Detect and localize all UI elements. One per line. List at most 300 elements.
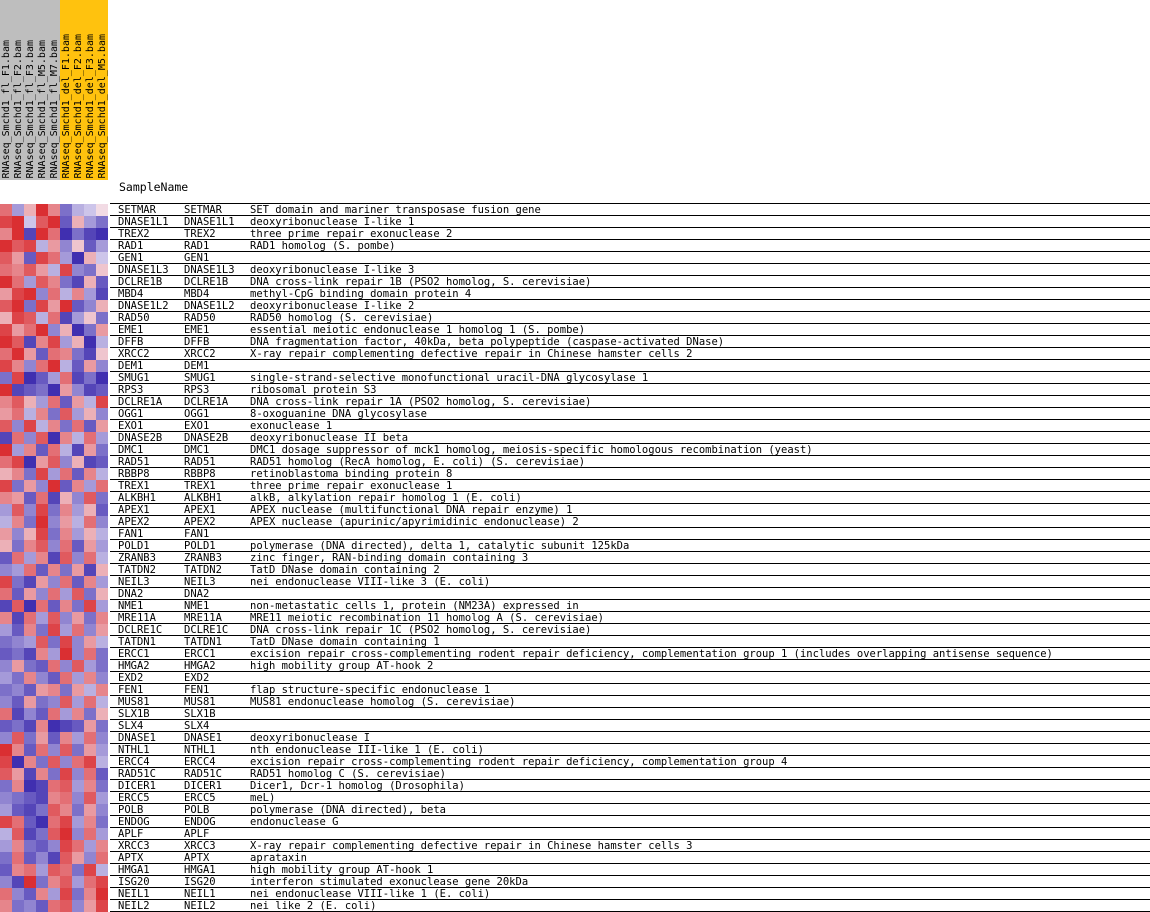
heatmap-row [0,720,110,732]
heatmap-cell [96,516,108,528]
heatmap-cell [48,348,60,360]
heatmap-cell [60,864,72,876]
heatmap-cell [96,696,108,708]
gene-name: ISG20 [184,876,216,888]
gene-name: DCLRE1A [184,396,229,408]
gene-name: NEIL3 [184,576,216,588]
heatmap-cell [72,288,84,300]
gene-description: RAD51 homolog (RecA homolog, E. coli) (S. cerevisiae) [250,456,586,468]
heatmap-row [0,624,110,636]
gene-name: ERCC4 [184,756,216,768]
heatmap-row [0,540,110,552]
heatmap-cell [36,684,48,696]
heatmap-cell [84,648,96,660]
heatmap-cell [48,852,60,864]
heatmap-cell [12,288,24,300]
heatmap-cell [60,696,72,708]
gene-description: retinoblastoma binding protein 8 [250,468,453,480]
heatmap-cell [0,852,12,864]
gene-description: meL) [250,792,276,804]
heatmap-cell [84,864,96,876]
heatmap-cell [72,420,84,432]
heatmap-cell [96,552,108,564]
column-header-label: RNAseq_Smchd1_del_F3.bam [85,33,96,178]
gene-description: RAD51 homolog C (S. cerevisiae) [250,768,446,780]
heatmap-cell [48,324,60,336]
gene-description: interferon stimulated exonuclease gene 20kDa [250,876,529,888]
heatmap-cell [12,564,24,576]
gene-description: non-metastatic cells 1, protein (NM23A) expressed in [250,600,579,612]
heatmap-cell [96,312,108,324]
heatmap-cell [48,636,60,648]
heatmap-cell [12,816,24,828]
column-header [36,0,48,180]
gene-name: DNASE1L1 [184,216,235,228]
gene-symbol: RPS3 [118,384,144,396]
gene-description: deoxyribonuclease I-like 2 [250,300,415,312]
gene-description: APEX nuclease (apurinic/apyrimidinic endonuclease) 2 [250,516,579,528]
gene-symbol: DNASE2B [118,432,163,444]
heatmap-cell [0,372,12,384]
table-row [110,456,1150,468]
heatmap-cell [36,468,48,480]
gene-description: SET domain and mariner transposase fusion gene [250,204,541,216]
heatmap-cell [48,888,60,900]
heatmap-row [0,204,110,216]
heatmap-cell [0,468,12,480]
heatmap-cell [36,480,48,492]
heatmap-cell [36,828,48,840]
heatmap-cell [96,744,108,756]
heatmap-cell [36,756,48,768]
table-row [110,336,1150,348]
heatmap-cell [36,552,48,564]
heatmap-cell [36,564,48,576]
heatmap-row [0,588,110,600]
heatmap-cell [96,336,108,348]
gene-symbol: APEX1 [118,504,150,516]
table-row [110,300,1150,312]
heatmap-row [0,792,110,804]
heatmap-cell [0,384,12,396]
column-header-label: RNAseq_Smchd1_fl_M5.bam [37,39,48,178]
heatmap-cell [96,348,108,360]
heatmap-cell [72,408,84,420]
heatmap-cell [36,696,48,708]
heatmap-cell [72,432,84,444]
heatmap-cell [84,492,96,504]
heatmap-cell [96,660,108,672]
heatmap-cell [96,372,108,384]
heatmap-cell [12,216,24,228]
heatmap-cell [24,636,36,648]
heatmap-cell [60,612,72,624]
heatmap-cell [12,324,24,336]
heatmap-cell [96,228,108,240]
heatmap-row [0,780,110,792]
heatmap-cell [36,852,48,864]
heatmap-row [0,360,110,372]
heatmap-cell [0,684,12,696]
heatmap-cell [24,708,36,720]
heatmap-cell [96,528,108,540]
heatmap-cell [36,744,48,756]
heatmap-row [0,696,110,708]
heatmap-cell [24,336,36,348]
heatmap-cell [72,312,84,324]
heatmap-row [0,804,110,816]
heatmap-cell [36,888,48,900]
heatmap-cell [60,348,72,360]
heatmap-cell [48,792,60,804]
heatmap-cell [48,864,60,876]
table-row [110,252,1150,264]
heatmap-cell [24,672,36,684]
heatmap-cell [24,732,36,744]
gene-name: EME1 [184,324,210,336]
heatmap-cell [84,552,96,564]
heatmap-cell [0,420,12,432]
column-header [24,0,36,180]
heatmap-cell [60,624,72,636]
gene-description: Dicer1, Dcr-1 homolog (Drosophila) [250,780,465,792]
heatmap-cell [24,876,36,888]
heatmap-row [0,564,110,576]
gene-symbol: ERCC5 [118,792,150,804]
heatmap-cell [84,612,96,624]
heatmap-cell [84,372,96,384]
heatmap-cell [60,828,72,840]
heatmap-cell [0,288,12,300]
gene-description: MRE11 meiotic recombination 11 homolog A (S. cerevisiae) [250,612,605,624]
table-row [110,744,1150,756]
heatmap-cell [96,732,108,744]
heatmap-row [0,312,110,324]
heatmap-cell [12,360,24,372]
heatmap-cell [72,780,84,792]
heatmap-cell [48,624,60,636]
heatmap-cell [60,876,72,888]
heatmap-cell [84,408,96,420]
heatmap-cell [24,492,36,504]
heatmap-cell [84,252,96,264]
heatmap-cell [0,540,12,552]
heatmap-cell [96,240,108,252]
heatmap-row [0,660,110,672]
heatmap-cell [48,840,60,852]
heatmap-cell [96,900,108,912]
heatmap-cell [84,804,96,816]
gene-symbol: NEIL3 [118,576,150,588]
heatmap-cell [84,792,96,804]
table-row [110,312,1150,324]
heatmap-cell [84,876,96,888]
heatmap-cell [84,636,96,648]
heatmap-row [0,492,110,504]
heatmap-cell [72,876,84,888]
gene-symbol: TREX2 [118,228,150,240]
heatmap-cell [48,744,60,756]
heatmap-cell [60,660,72,672]
gene-description: deoxyribonuclease I [250,732,371,744]
table-row [110,324,1150,336]
heatmap-cell [72,588,84,600]
heatmap-row [0,228,110,240]
heatmap-cell [36,456,48,468]
heatmap-cell [60,540,72,552]
heatmap-cell [96,480,108,492]
heatmap-cell [12,684,24,696]
heatmap-cell [0,552,12,564]
heatmap-cell [24,588,36,600]
gene-symbol: DCLRE1B [118,276,163,288]
heatmap-cell [48,816,60,828]
heatmap-cell [72,528,84,540]
heatmap-cell [72,804,84,816]
heatmap-cell [60,684,72,696]
heatmap-cell [12,276,24,288]
heatmap-cell [72,492,84,504]
heatmap-cell [60,252,72,264]
gene-name: DNASE1L3 [184,264,235,276]
heatmap-cell [0,792,12,804]
gene-symbol: DNASE1L3 [118,264,169,276]
heatmap-cell [84,336,96,348]
heatmap-cell [24,264,36,276]
heatmap-cell [24,540,36,552]
heatmap-cell [60,408,72,420]
heatmap-cell [24,696,36,708]
table-row [110,684,1150,696]
heatmap-cell [36,240,48,252]
heatmap-cell [24,840,36,852]
heatmap-cell [72,216,84,228]
heatmap-cell [72,360,84,372]
heatmap-cell [96,684,108,696]
gene-name: DNASE1L2 [184,300,235,312]
heatmap-cell [84,240,96,252]
heatmap-cell [12,744,24,756]
heatmap-cell [72,600,84,612]
gene-name: DCLRE1C [184,624,229,636]
heatmap-cell [84,600,96,612]
heatmap-cell [72,204,84,216]
heatmap-cell [96,720,108,732]
heatmap-cell [48,204,60,216]
heatmap-cell [48,684,60,696]
column-header-label: RNAseq_Smchd1_del_M5.bam [97,33,108,178]
heatmap-cell [96,756,108,768]
heatmap-cell [48,516,60,528]
gene-name: DEM1 [184,360,210,372]
column-header-label: RNAseq_Smchd1_fl_F2.bam [13,39,24,178]
heatmap-row [0,336,110,348]
table-row [110,804,1150,816]
heatmap-cell [72,684,84,696]
heatmap-cell [84,264,96,276]
heatmap-cell [0,504,12,516]
heatmap-cell [48,900,60,912]
heatmap-cell [36,840,48,852]
heatmap-cell [60,576,72,588]
heatmap-cell [48,372,60,384]
heatmap-cell [60,804,72,816]
heatmap-cell [96,564,108,576]
table-row [110,648,1150,660]
heatmap-cell [36,792,48,804]
heatmap-cell [48,240,60,252]
heatmap-row [0,828,110,840]
heatmap-cell [24,468,36,480]
heatmap-cell [60,420,72,432]
heatmap-cell [72,264,84,276]
heatmap-cell [48,504,60,516]
heatmap-cell [60,384,72,396]
heatmap-cell [24,660,36,672]
heatmap-cell [0,480,12,492]
heatmap-cell [36,648,48,660]
heatmap-cell [24,888,36,900]
heatmap-cell [12,552,24,564]
gene-symbol: POLD1 [118,540,150,552]
heatmap-cell [48,780,60,792]
heatmap-cell [24,804,36,816]
heatmap-cell [96,540,108,552]
gene-name: APEX2 [184,516,216,528]
heatmap-cell [48,564,60,576]
heatmap-cell [72,732,84,744]
heatmap-cell [0,828,12,840]
heatmap-cell [24,276,36,288]
gene-name: MRE11A [184,612,222,624]
heatmap-cell [96,444,108,456]
table-row [110,240,1150,252]
table-row [110,348,1150,360]
heatmap-cell [48,252,60,264]
heatmap-cell [24,768,36,780]
heatmap-cell [0,696,12,708]
heatmap-cell [72,252,84,264]
heatmap-cell [84,300,96,312]
heatmap-cell [96,420,108,432]
heatmap-cell [0,576,12,588]
column-header [48,0,60,180]
heatmap-cell [48,396,60,408]
heatmap-row [0,552,110,564]
gene-description: MUS81 endonuclease homolog (S. cerevisiae) [250,696,516,708]
gene-name: DMC1 [184,444,210,456]
heatmap-cell [72,852,84,864]
gene-name: TREX1 [184,480,216,492]
heatmap-cell [12,300,24,312]
heatmap-cell [72,372,84,384]
heatmap-cell [36,588,48,600]
gene-description: polymerase (DNA directed), beta [250,804,446,816]
heatmap-cell [84,324,96,336]
heatmap-cell [72,672,84,684]
table-row [110,540,1150,552]
sample-name-label: SampleName [119,180,189,194]
heatmap-cell [84,888,96,900]
heatmap-cell [12,648,24,660]
heatmap-row [0,288,110,300]
heatmap-row [0,480,110,492]
heatmap-cell [48,276,60,288]
gene-symbol: EXO1 [118,420,144,432]
heatmap-cell [24,456,36,468]
gene-name: FAN1 [184,528,210,540]
column-header [96,0,108,180]
heatmap-cell [12,468,24,480]
heatmap-cell [36,288,48,300]
heatmap-cell [48,540,60,552]
heatmap-cell [0,240,12,252]
heatmap-cell [96,504,108,516]
heatmap-cell [36,624,48,636]
heatmap-cell [72,240,84,252]
gene-description: nei endonuclease VIII-like 1 (E. coli) [250,888,491,900]
heatmap-cell [96,888,108,900]
heatmap-cell [24,504,36,516]
gene-name: RPS3 [184,384,210,396]
heatmap-row [0,348,110,360]
heatmap-cell [60,720,72,732]
heatmap-cell [84,456,96,468]
heatmap-row [0,408,110,420]
table-row [110,420,1150,432]
gene-name: ERCC1 [184,648,216,660]
heatmap-cell [36,444,48,456]
heatmap-cell [12,588,24,600]
gene-description: ribosomal protein S3 [250,384,377,396]
heatmap-cell [24,216,36,228]
gene-symbol: FEN1 [118,684,144,696]
gene-name: EXO1 [184,420,210,432]
gene-name: RAD50 [184,312,216,324]
gene-name: DNASE2B [184,432,229,444]
heatmap-cell [72,636,84,648]
table-row [110,564,1150,576]
gene-name: NME1 [184,600,210,612]
gene-name: DICER1 [184,780,222,792]
gene-name: HMGA1 [184,864,216,876]
heatmap-cell [60,792,72,804]
heatmap-cell [84,708,96,720]
heatmap-cell [60,228,72,240]
table-row [110,876,1150,888]
table-row [110,720,1150,732]
gene-symbol: TREX1 [118,480,150,492]
gene-description: methyl-CpG binding domain protein 4 [250,288,472,300]
table-row [110,528,1150,540]
heatmap-cell [36,576,48,588]
gene-symbol: DNASE1 [118,732,156,744]
gene-name: APLF [184,828,210,840]
column-header [72,0,84,180]
heatmap-cell [48,444,60,456]
heatmap-row [0,252,110,264]
heatmap-cell [12,540,24,552]
heatmap-cell [12,492,24,504]
heatmap-cell [24,324,36,336]
heatmap-cell [72,564,84,576]
heatmap-cell [60,708,72,720]
heatmap-cell [60,336,72,348]
heatmap-row [0,684,110,696]
heatmap-row [0,672,110,684]
heatmap-cell [72,792,84,804]
heatmap-cell [36,672,48,684]
